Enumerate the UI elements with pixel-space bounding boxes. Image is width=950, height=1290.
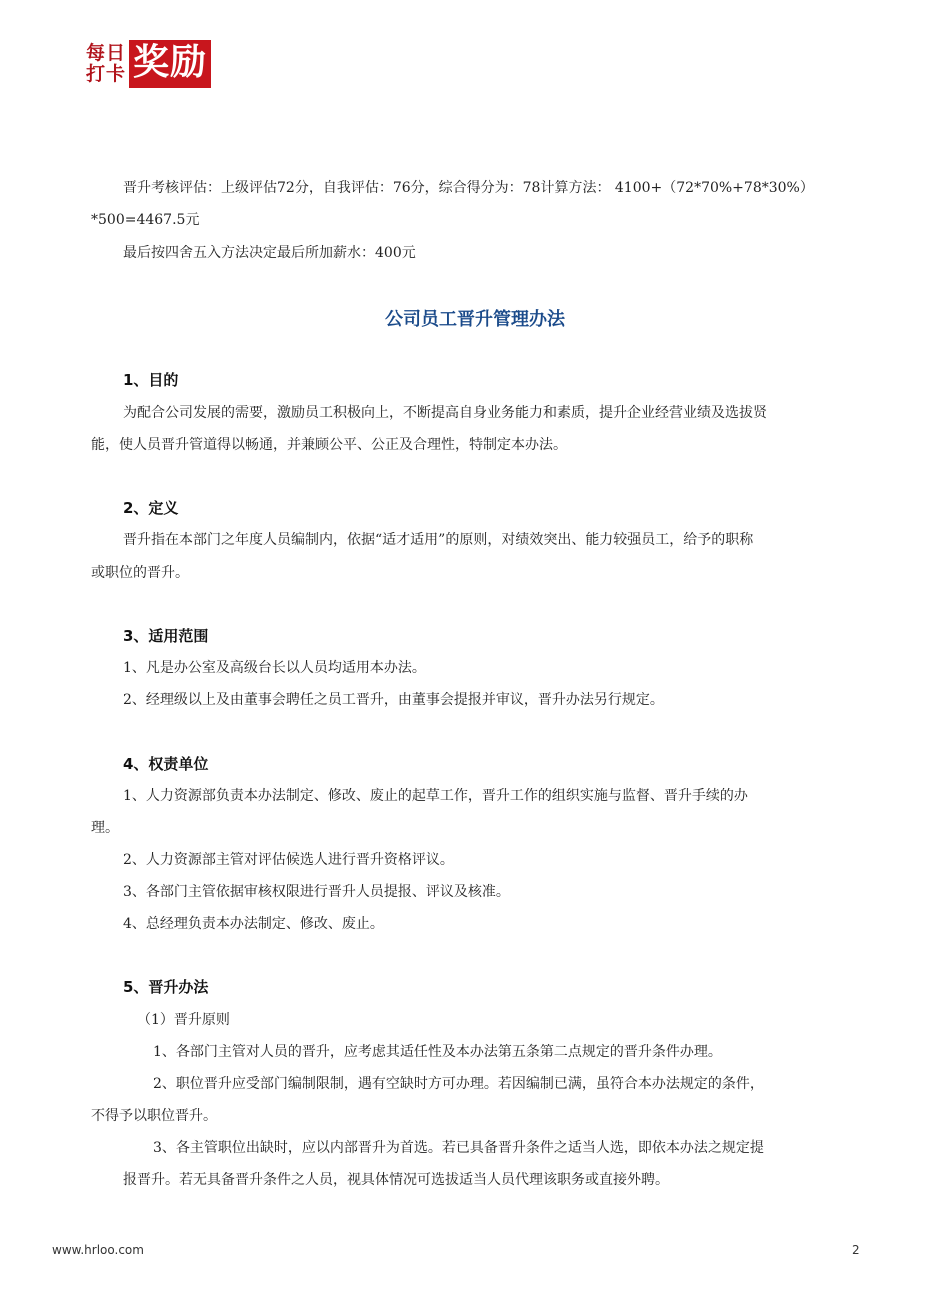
section-5-line-3: 不得予以职位晋升。 bbox=[91, 1108, 217, 1124]
section-5-subheading: （1）晋升原则 bbox=[137, 1012, 230, 1028]
section-4-line-1: 1、人力资源部负责本办法制定、修改、废止的起草工作，晋升工作的组织实施与监督、晋升手续的办 bbox=[123, 788, 748, 804]
section-5-line-5: 报晋升。若无具备晋升条件之人员，视具体情况可选拔适当人员代理该职务或直接外聘。 bbox=[123, 1172, 669, 1188]
section-1-line-2: 能，使人员晋升管道得以畅通，并兼顾公平、公正及合理性，特制定本办法。 bbox=[91, 437, 567, 453]
section-2-line-1: 晋升指在本部门之年度人员编制内，依据“适才适用”的原则，对绩效突出、能力较强员工，给予的职称 bbox=[123, 532, 754, 548]
section-4-heading: 4、权责单位 bbox=[123, 755, 209, 773]
section-1-heading: 1、目的 bbox=[123, 371, 179, 389]
section-5-line-2: 2、职位晋升应受部门编制限制，遇有空缺时方可办理。若因编制已满，虽符合本办法规定的条件， bbox=[153, 1076, 764, 1092]
section-3-line-2: 2、经理级以上及由董事会聘任之员工晋升，由董事会提报并审议，晋升办法另行规定。 bbox=[123, 692, 664, 708]
section-4-line-4: 3、各部门主管依据审核权限进行晋升人员提报、评议及核准。 bbox=[123, 884, 510, 900]
intro-line-1: 晋升考核评估：上级评估72分，自我评估：76分，综合得分为：78计算方法： 4100+（72*70%+78*30%） bbox=[123, 180, 814, 196]
section-4-line-2: 理。 bbox=[91, 820, 119, 836]
section-4-line-3: 2、人力资源部主管对评估候选人进行晋升资格评议。 bbox=[123, 852, 454, 868]
section-3-heading: 3、适用范围 bbox=[123, 627, 209, 645]
logo bbox=[86, 40, 211, 88]
section-1-line-1: 为配合公司发展的需要，激励员工积极向上，不断提高自身业务能力和素质，提升企业经营业绩及选拔贤 bbox=[123, 405, 767, 421]
section-5-heading: 5、晋升办法 bbox=[123, 978, 209, 996]
footer-url: www.hrloo.com bbox=[52, 1243, 144, 1257]
intro-line-2: *500=4467.5元 bbox=[91, 212, 200, 228]
section-2-line-2: 或职位的晋升。 bbox=[91, 565, 189, 581]
logo-line2: 打卡 bbox=[86, 63, 127, 85]
section-2-heading: 2、定义 bbox=[123, 499, 179, 517]
section-3-line-1: 1、凡是办公室及高级台长以人员均适用本办法。 bbox=[123, 660, 426, 676]
logo-line1: 每日 bbox=[86, 42, 127, 64]
logo-small-text bbox=[86, 40, 126, 88]
section-5-line-1: 1、各部门主管对人员的晋升，应考虑其适任性及本办法第五条第二点规定的晋升条件办理。 bbox=[153, 1044, 722, 1060]
page-number: 2 bbox=[852, 1243, 860, 1257]
intro-line-3: 最后按四舍五入方法决定最后所加薪水：400元 bbox=[123, 245, 416, 261]
section-4-line-5: 4、总经理负责本办法制定、修改、废止。 bbox=[123, 916, 384, 932]
section-5-line-4: 3、各主管职位出缺时，应以内部晋升为首选。若已具备晋升条件之适当人选，即依本办法之规定提 bbox=[153, 1140, 764, 1156]
page-title: 公司员工晋升管理办法 bbox=[385, 309, 565, 330]
logo-big-text: 奖励 bbox=[129, 40, 211, 88]
